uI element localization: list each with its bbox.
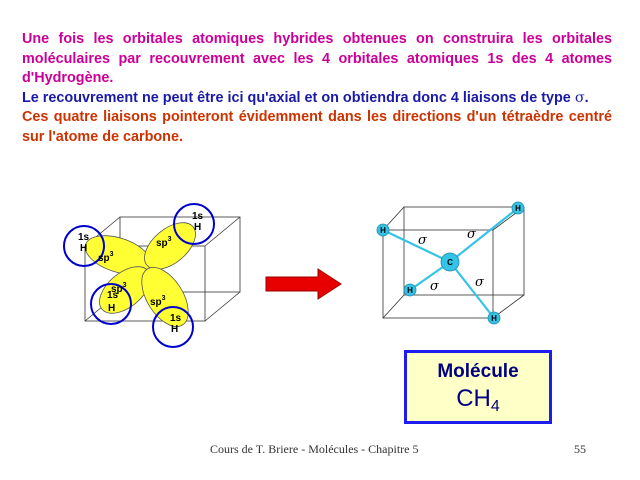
paragraph-tetrahedron: Ces quatre liaisons pointeront évidemment dans les directions d'un tétraèdre centré sur l'atome de carbone.	[22, 109, 612, 145]
molecule-formula	[407, 385, 549, 416]
label-h-c: H	[108, 303, 116, 314]
formula-subscript: 4	[490, 398, 500, 415]
methane-tetrahedron-diagram	[377, 202, 524, 324]
label-h-2: H	[515, 204, 521, 213]
label-1s-d: 1s	[170, 313, 182, 324]
label-sp3-c: $sp^3$	[111, 282, 127, 295]
molecule-box	[404, 350, 552, 424]
label-1s-c: 1s	[107, 290, 119, 301]
label-carbon: C	[447, 258, 453, 267]
label-h-d: H	[171, 324, 179, 335]
label-sp3-d: $sp^3$	[150, 295, 166, 308]
paragraph-axial-end: .	[584, 89, 589, 106]
label-sp3-a: $sp^3$	[98, 251, 114, 264]
label-h-3: H	[407, 286, 413, 295]
label-1s-a: 1s	[78, 232, 90, 243]
paragraph-axial-text: Le recouvrement ne peut être ici qu'axial et on obtiendra donc 4 liaisons de type	[22, 89, 575, 106]
molecule-title: Molécule	[437, 361, 519, 382]
sigma-label-4: σ	[475, 275, 484, 290]
sigma-label-3: σ	[430, 279, 439, 294]
label-h-1: H	[380, 226, 386, 235]
label-sp3-b: $sp^3$	[156, 236, 172, 249]
sigma-label-2: σ	[467, 227, 476, 242]
label-h-b: H	[194, 222, 202, 233]
sigma-label-1: σ	[418, 233, 427, 248]
sigma-symbol: σ	[574, 89, 585, 106]
paragraph-hybrid-orbitals: Une fois les orbitales atomiques hybrides obtenues on construira les orbitales moléculaires par recouvrement avec les 4 orbitales atomiques 1s des 4 atomes d'Hydrogène.	[22, 31, 612, 86]
formula-base: CH	[456, 385, 491, 412]
transition-arrow	[266, 269, 341, 299]
label-1s-b: 1s	[192, 211, 204, 222]
label-h-a: H	[80, 243, 88, 254]
footer-course: Cours de T. Briere - Molécules - Chapitre 5	[210, 442, 419, 456]
label-h-4: H	[491, 314, 497, 323]
left-hybrid-orbital-diagram	[64, 204, 240, 347]
page-number: 55	[574, 442, 586, 456]
